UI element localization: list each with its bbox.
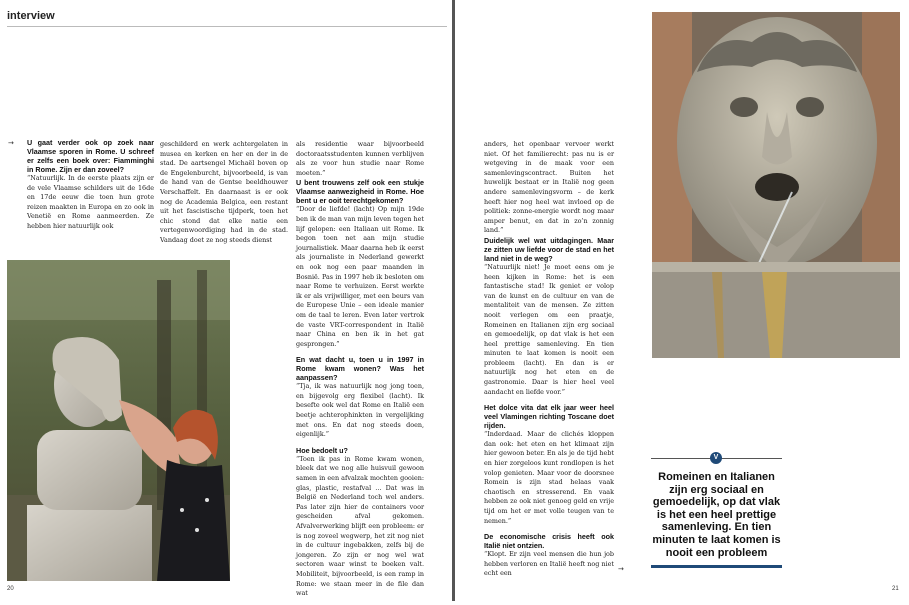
interview-question: Hoe bedoelt u? bbox=[296, 445, 348, 455]
arrow-right-icon: → bbox=[8, 139, 14, 147]
pull-quote bbox=[651, 454, 782, 568]
pull-quote-text: Romeinen en Italianen zijn erg sociaal en gemoedelijk, op dat vlak is het een heel prettige samenleving. En tien minuten te laat komen is nooit een probleem bbox=[652, 471, 781, 559]
v-badge-icon: V bbox=[710, 452, 722, 464]
interview-question: De economische crisis heeft ook Italië niet ontzien. bbox=[484, 532, 614, 551]
section-label: interview bbox=[7, 10, 55, 22]
interview-answer: “Natuurlijk niet! Je moet eens om je heen kijken in Rome: het is een fantastische stad! Ik geniet er volop van de kunst en de cultuur en van de mentaliteit van de mensen. Ze zitten nooit verlegen om een praatje, Romeinen en Italianen zijn erg sociaal en gemoedelijk, op dat vlak is het een heel prettige samenleving. En tien minuten te laat komen is nooit een probleem (lacht). En dan is er natuurlijk nog het eten en de gastronomie. Daar is hier heel veel aandacht en liefde voor.” bbox=[484, 262, 614, 396]
left-page bbox=[0, 0, 452, 601]
arrow-right-icon: → bbox=[618, 565, 624, 573]
pull-quote-bottom-rule bbox=[651, 565, 782, 568]
page-number-right: 21 bbox=[892, 586, 899, 592]
interview-answer: “Tja, ik was natuurlijk nog jong toen, en bijgevolg erg flexibel (lacht). Ik besefte ook wel dat Rome en Italië een beetje achterophinkten in vergelijking met ons. En dat nog steeds doen, eigenlijk.” bbox=[296, 382, 424, 439]
page-number-left: 20 bbox=[7, 586, 14, 592]
interview-question: Duidelijk wel wat uitdagingen. Maar ze zitten uw liefde voor de stad en het land niet in de weg? bbox=[484, 235, 614, 263]
interview-answer: anders, het openbaar vervoer werkt niet. Of het familierecht: pas nu is er wetgeving in de maak voor een samenlevingscontract. Buiten het huwelijk bestaat er in Italië nog geen andere samenlevingsvorm – de kerk heeft hier nog heel wat invloed op de politiek: zonne-energie wordt nog maar amper benut, en dat in zo’n zonnig land.” bbox=[484, 140, 614, 235]
interview-answer: “Door de liefde! (lacht) Op mijn 19de ben ik de man van mijn leven tegen het lijf gelopen: een Italiaan uit Rome. Ik begon toen net aan mijn studie journalistiek. Maar daarna heb ik eerst als journaliste in Nederland gewerkt en ook nog een paar maanden in Bosnië. Pas in 1997 heb ik besloten om naar Rome te verhuizen. Eerst werkte ik er als vrijwilliger, met een beurs van de Europese Unie – een ideale manier om de taal te leren. Even later vertrok de vaste VRT-correspondent in Italië naar China en ben ik in het gat gesprongen.” bbox=[296, 205, 424, 348]
interview-answer: als residentie waar bijvoorbeeld doctoraatsstudenten kunnen verblijven als ze voor hun studie naar Rome moeten.” bbox=[296, 140, 424, 177]
interview-answer: “Toen ik pas in Rome kwam wonen, bleek dat we nog alle huisvuil gewoon samen in een afvalzak mochten gooien: glas, plastic, restafval … Dat was in België en Nederland toch wel anders. Pas later zijn hier de containers voor gescheiden afval gekomen. Afvalverwerking blijft een probleem: er is nog zoveel wegwerp, het zit nog niet in de cultuur ingebakken, zelfs bij de jongeren. Zo zijn er nog wel wat sectoren waar winst te boeken valt. Mobiliteit, bijvoorbeeld, is een ramp in Rome: we staan meer in de file dan wat bbox=[296, 454, 424, 598]
interview-answer: geschilderd en werk achtergelaten in musea en kerken en her en der in de stad. De aartsengel Michaël boven op de Engelenburcht, bijvoorbeeld, is van de hand van de Gentse beeldhouwer Verschaffelt. En daarnaast is er ook nog de Academia Belgica, een restant uit het fascistische tijdperk, toen het chic stond dat elke natie een vertegenwoordiging had in de stad. Vandaag doet ze nog steeds dienst bbox=[160, 140, 288, 244]
interview-answer: “Inderdaad. Maar de clichés kloppen dan ook: het eten en het klimaat zijn hier gewoon beter. En als je de tijd hebt en hier zorgeloos kunt rondlopen is het volop genieten. Maar voor de doorsnee Romein is zijn stad helaas vaak chaotisch en stresserend. En vaak hebben ze ook niet genoeg geld en vrije tijd om het er met volle teugen van te nemen.” bbox=[484, 430, 614, 525]
interview-question: U gaat verder ook op zoek naar Vlaamse sporen in Rome. U schreef er zelfs een boek over: Fiamminghi in Rome. Zijn er dan zoveel? bbox=[27, 138, 154, 174]
interview-answer: “Klopt. Er zijn veel mensen die hun job hebben verloren en Italië heeft nog niet echt een bbox=[484, 550, 614, 578]
interview-answer: “Natuurlijk. In de eerste plaats zijn er de vele Vlaamse schilders uit de 16de en 17de eeuw die toen hun grote reizen maakten in Europa en zo ook in Venetië en Rome aanmeerden. Ze hebben hier natuurlijk ook bbox=[27, 174, 154, 230]
interview-question: U bent trouwens zelf ook een stukje Vlaamse aanwezigheid in Rome. Hoe bent u er ooit terechtgekomen? bbox=[296, 178, 424, 206]
top-rule bbox=[7, 26, 447, 27]
interview-question: En wat dacht u, toen u in 1997 in Rome kwam wonen? Was het aanpassen? bbox=[296, 355, 424, 383]
interview-question: Het dolce vita dat elk jaar weer heel veel Vlamingen richting Toscane doet rijden. bbox=[484, 403, 614, 431]
photo-fountain-mask bbox=[652, 12, 900, 358]
column-1 bbox=[27, 138, 154, 238]
column-3 bbox=[296, 140, 424, 605]
photo-journalist-with-bust bbox=[7, 260, 230, 581]
column-2 bbox=[160, 140, 288, 246]
column-4 bbox=[484, 140, 614, 585]
